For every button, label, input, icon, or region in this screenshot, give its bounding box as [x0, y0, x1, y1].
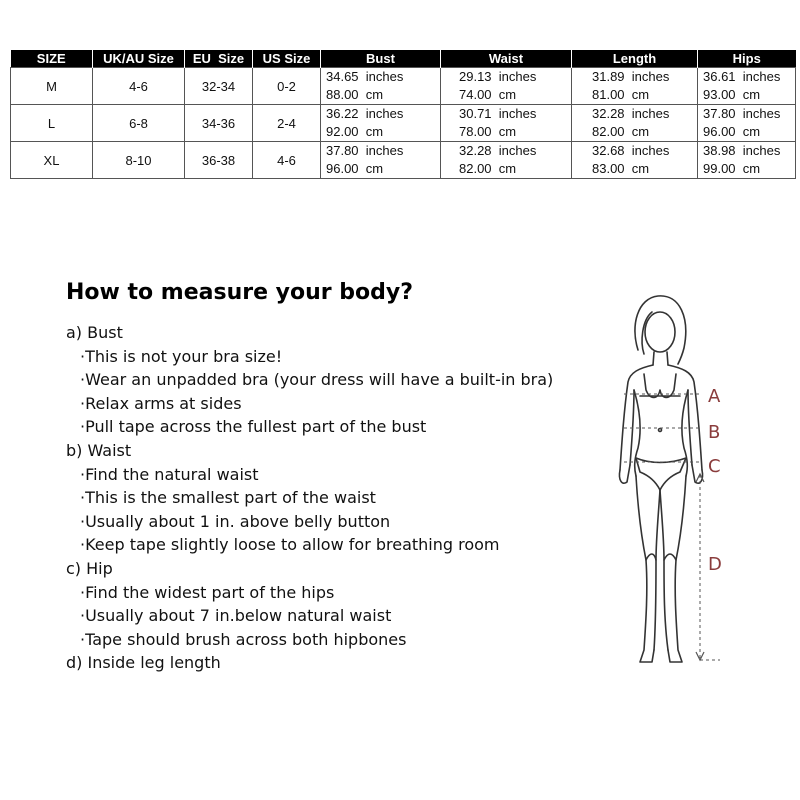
bust-cm: 92.00 cm [326, 124, 384, 139]
waist-inches: 29.13 inches [459, 69, 537, 84]
eu-cell: 32-34 [185, 68, 253, 105]
hips-cell [698, 68, 796, 105]
size-cell: XL [11, 142, 93, 179]
waist-cm: 78.00 cm [459, 124, 517, 139]
body-measurement-figure [600, 290, 760, 680]
body-outline-illustration [600, 290, 760, 680]
guide-step: ·This is not your bra size! [80, 346, 283, 366]
hips-inches: 38.98 inches [703, 143, 781, 158]
length-inches: 32.28 inches [592, 106, 670, 121]
uk-au-cell: 8-10 [93, 142, 185, 179]
size-chart-table [10, 50, 796, 179]
waist-inches: 32.28 inches [459, 143, 537, 158]
guide-step: ·Find the natural waist [80, 464, 259, 484]
us-cell: 4-6 [253, 142, 321, 179]
marker-d: D [708, 554, 722, 575]
bust-cell [321, 68, 441, 105]
guide-heading-waist: b) Waist [66, 440, 132, 460]
guide-step: ·Pull tape across the fullest part of the bust [80, 417, 427, 437]
guide-step: ·Find the widest part of the hips [80, 582, 335, 602]
waist-inches: 30.71 inches [459, 106, 537, 121]
size-cell: L [11, 105, 93, 142]
uk-au-cell: 4-6 [93, 68, 185, 105]
guide-heading-hip: c) Hip [66, 558, 113, 578]
bust-cm: 88.00 cm [326, 87, 384, 102]
size-cell: M [11, 68, 93, 105]
eu-cell: 36-38 [185, 142, 253, 179]
guide-step: ·This is the smallest part of the waist [80, 488, 376, 508]
hips-cell [698, 142, 796, 179]
hips-cm: 96.00 cm [703, 124, 761, 139]
eu-cell: 34-36 [185, 105, 253, 142]
guide-step: ·Keep tape slightly loose to allow for breathing room [80, 535, 500, 555]
guide-step: ·Usually about 7 in.below natural waist [80, 606, 392, 626]
guide-step: ·Relax arms at sides [80, 393, 242, 413]
header-us-size: US Size [253, 50, 321, 68]
length-cm: 83.00 cm [592, 161, 650, 176]
table-header-row [11, 50, 796, 68]
header-hips: Hips [698, 50, 796, 68]
table-row [11, 105, 796, 142]
waist-cell [441, 142, 572, 179]
header-waist: Waist [441, 50, 572, 68]
us-cell: 0-2 [253, 68, 321, 105]
guide-step: ·Wear an unpadded bra (your dress will have a built-in bra) [80, 370, 554, 390]
uk-au-cell: 6-8 [93, 105, 185, 142]
guide-heading-bust: a) Bust [66, 323, 123, 342]
guide-step: ·Usually about 1 in. above belly button [80, 511, 391, 531]
hips-inches: 36.61 inches [703, 69, 781, 84]
length-cm: 82.00 cm [592, 124, 650, 139]
table-row [11, 142, 796, 179]
length-cm: 81.00 cm [592, 87, 650, 102]
header-size: SIZE [11, 50, 93, 68]
hips-cell [698, 105, 796, 142]
length-inches: 31.89 inches [592, 69, 670, 84]
waist-cm: 74.00 cm [459, 87, 517, 102]
hips-cm: 99.00 cm [703, 161, 761, 176]
bust-inches: 36.22 inches [326, 106, 404, 121]
waist-cm: 82.00 cm [459, 161, 517, 176]
bust-inches: 37.80 inches [326, 143, 404, 158]
hips-inches: 37.80 inches [703, 106, 781, 121]
us-cell: 2-4 [253, 105, 321, 142]
bust-cm: 96.00 cm [326, 161, 384, 176]
marker-a: A [708, 386, 721, 407]
guide-title: How to measure your body? [66, 280, 414, 305]
header-eu-size: EU Size [185, 50, 253, 68]
waist-cell [441, 105, 572, 142]
header-length: Length [572, 50, 698, 68]
header-bust: Bust [321, 50, 441, 68]
guide-instructions [66, 321, 553, 675]
length-cell [572, 105, 698, 142]
bust-inches: 34.65 inches [326, 69, 404, 84]
marker-c: C [708, 456, 721, 477]
header-uk-au-size: UK/AU Size [93, 50, 185, 68]
length-cell [572, 142, 698, 179]
bust-cell [321, 142, 441, 179]
marker-b: B [708, 422, 721, 443]
bust-cell [321, 105, 441, 142]
hips-cm: 93.00 cm [703, 87, 761, 102]
guide-step: ·Tape should brush across both hipbones [80, 629, 407, 649]
table-row [11, 68, 796, 105]
waist-cell [441, 68, 572, 105]
length-inches: 32.68 inches [592, 143, 670, 158]
guide-heading-leg: d) Inside leg length [66, 653, 221, 673]
length-cell [572, 68, 698, 105]
